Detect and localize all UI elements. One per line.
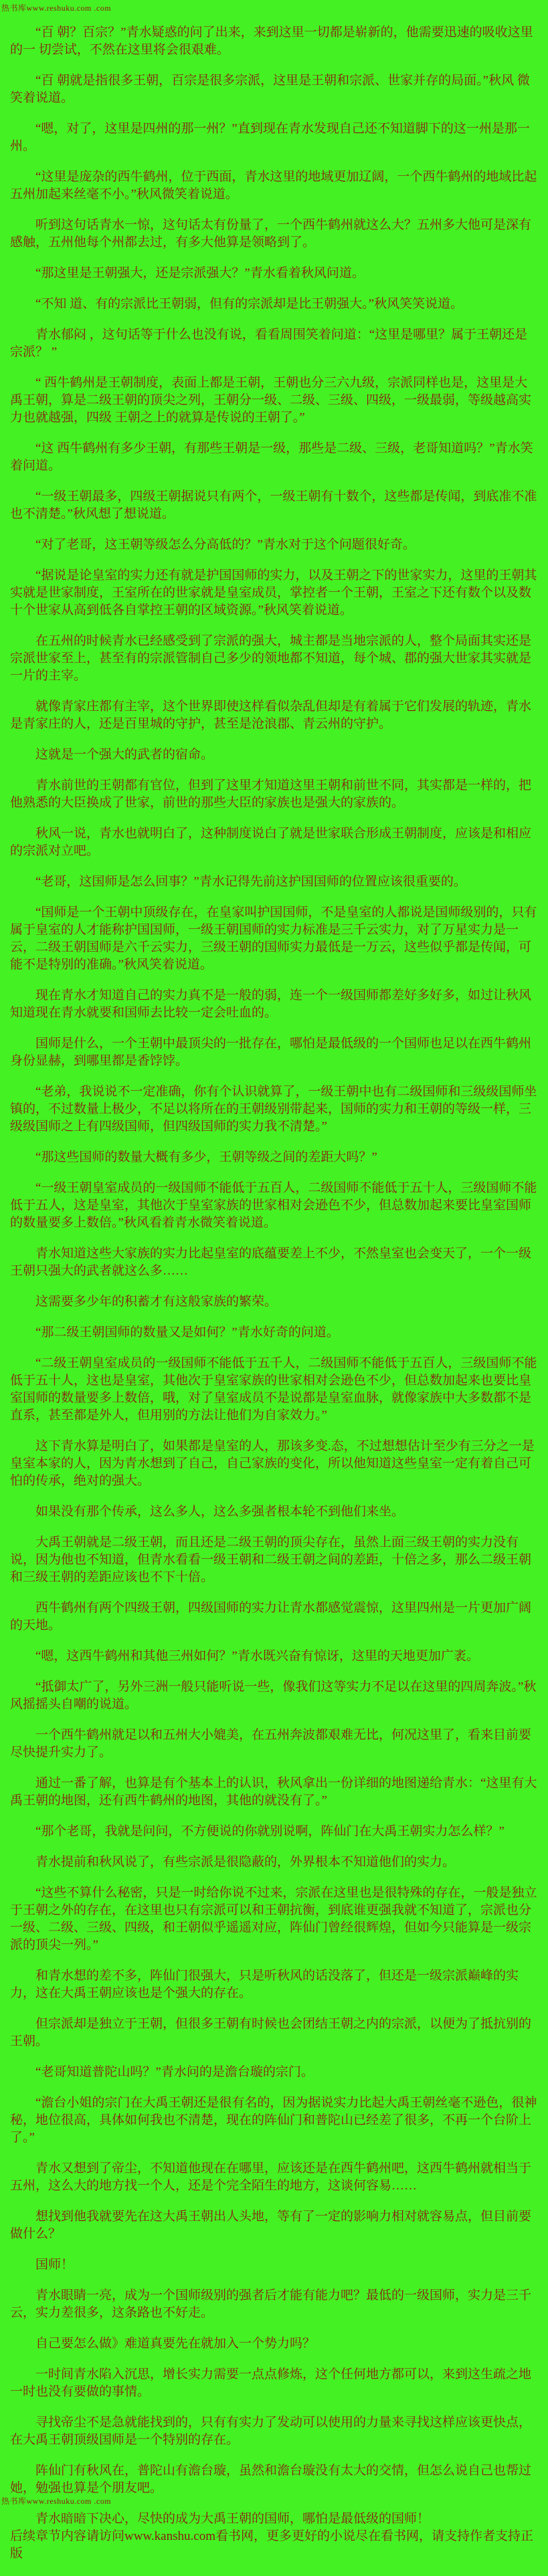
novel-paragraph: 寻找帝尘不是急就能找到的，只有有实力了发动可以使用的力量来寻找这样应该更快点，在大禹王朝顶级国师是一个特别的存在。	[10, 2416, 532, 2447]
novel-paragraph: “这里是庞杂的西牛鹤州，位于西面，青水这里的地域更加辽阔，一个西牛鹤州的地域比起五州加起来丝毫不小。”秋风微笑着说道。	[10, 170, 537, 201]
novel-paragraph: “那这些国师的数量大概有多少，王朝等级之间的差距大吗？”	[35, 1150, 377, 1164]
novel-paragraph: “百 朝？百宗？”青水疑惑的问了出来，来到这里一切都是崭新的，他需要迅速的吸收这里的一 切尝试，不然在这里将会很艰难。	[10, 25, 533, 57]
novel-paragraph: 西牛鹤州有两个四级王朝，四级国师的实力让青水都感觉震惊，这里四州是一片更加广阔的天地。	[10, 1601, 532, 1632]
novel-paragraph: “老哥知道普陀山吗？”青水问的是澹台璇的宗门。	[35, 2065, 314, 2079]
novel-paragraph: “嗯，对了，这里是四州的那一州？”直到现在青水发现自己还不知道脚下的这一州是那一州。	[10, 122, 530, 153]
novel-paragraph: “二级王朝皇室成员的一级国师不能低于五千人，二级国师不能低于五百人，三级国师不能低于五十人，这也是皇室，其他次于皇室家族的世家相对会逊色不少，但总数加起来也要比皇室国师的数量要多上数倍，哦，对了皇室成员不是说都是皇室血脉，就像家族中大多数都不是直系，甚至都是外人，但用别的方法让他们为自家效力。”	[10, 1356, 537, 1422]
novel-paragraph: 大禹王朝就是二级王朝，而且还是二级王朝的顶尖存在，虽然上面三级王朝的实力没有说，因为他也不知道，但青水看看一级王朝和二级王朝之间的差距，十倍之多，那么二级王朝和三级王朝的差距应该也不下十倍。	[10, 1535, 532, 1584]
novel-paragraph: “一级王朝皇室成员的一级国师不能低于五百人，二级国师不能低于五十人，三级国师不能低于五人，这是皇室，其他次于皇室家族的世家相对会逊色不少，但总数加起来要比皇室国师的数量要多上数倍。”秋风看着青水微笑着说道。	[10, 1181, 537, 1230]
novel-paragraph: 就像青家庄都有主宰，这个世界即使这样看似杂乱但却是有着属于它们发展的轨迹，青水是青家庄的人，还是百里城的守护，甚至是沧浪郡、青云州的守护。	[10, 700, 532, 731]
novel-paragraph: 青水知道这些大家族的实力比起皇室的底蕴要差上不少，不然皇室也会变天了，一个一级王朝只强大的武者就这么多……	[10, 1247, 532, 1278]
novel-paragraph: 听到这句话青水一惊，这句话太有份量了，一个西牛鹤州就这么大？五州多大他可是深有感触，五州他每个州都去过，有多大他算是领略到了。	[10, 218, 532, 249]
novel-paragraph: “据说是论皇室的实力还有就是护国国师的实力，以及王朝之下的世家实力，这里的王朝其实就是世家制度，王室所在的世家就是皇室成员，掌控者一个王朝，王室之下还有数个以及数十个世家从高到低各自掌控王朝的区域资源。”秋风笑着说道。	[10, 568, 537, 617]
novel-paragraph: “一级王朝最多，四级王朝据说只有两个，一级王朝有十数个，这些都是传闻，到底准不准也不清楚。”秋风想了想说道。	[10, 490, 537, 521]
chapter-text	[0, 11, 548, 2576]
novel-paragraph: 秋风一说，青水也就明白了，这种制度说白了就是世家联合形成王朝制度，应该是和相应的宗派对立吧。	[10, 827, 532, 858]
novel-paragraph: 青水郁闷 ，这句话等于什么也没有说，看看周围笑着问道：“这里是哪里？属于王朝还是宗派？ ”	[10, 328, 528, 359]
novel-paragraph: “国师是一个王朝中顶级存在，在皇家叫护国国师，不是皇室的人都说是国师级别的，只有属于皇室的人才能称护国国师，一级王朝国师的实力标准是三千云实力，对了万星实力是一云，二级王朝国师是六千云实力，三级王朝的国师实力最低是一万云，这些似乎都是传闻，可能不是特别的准确。”秋风笑着说道。	[10, 905, 537, 972]
novel-paragraph: “不知 道、有的宗派比王朝弱，但有的宗派却是比王朝强大。”秋风笑笑说道。	[35, 297, 464, 311]
novel-paragraph: “老弟，我说说不一定准确，你有个认识就算了，一级王朝中也有二级国师和三级级国师坐镇的，不过数量上极少，不足以将所在的王朝级别带起来，国师的实力和王朝的等级一样，三级级国师之上有四级国师，但四级国师的实力我不清楚。”	[10, 1085, 537, 1134]
novel-paragraph: 国师！	[35, 2258, 74, 2272]
novel-paragraph: “ 西牛鹤州是王朝制度，表面上都是王朝，王朝也分三六九级，宗派同样也是，这里是大禹王朝，算是二级王朝的顶尖之列，王朝分一级、二级、三级、四级，一级最弱，等级越高实力也就越强，四级 王朝之上的就算是传说的王朝了。”	[10, 376, 532, 425]
novel-paragraph: 但宗派却是独立于王朝，但很多王朝有时候也会团结王朝之内的宗派，以便为了抵抗别的王朝。	[10, 2017, 532, 2048]
novel-paragraph: 这就是一个强大的武者的宿命。	[35, 748, 214, 762]
novel-paragraph: 青水眼睛一亮，成为一个国师级别的强者后才能有能力吧？最低的一级国师，实力是三千云，实力差很多，这条路也不好走。	[10, 2288, 532, 2320]
novel-paragraph: “对了老哥，这王朝等级怎么分高低的？”青水对于这个问题很好奇。	[35, 538, 416, 552]
novel-paragraph: 想找到他我就要先在这大禹王朝出人头地，等有了一定的影响力相对就容易点，但目前要做什么？	[10, 2210, 532, 2241]
novel-paragraph: “嗯，这西牛鹤州和其他三州如何？”青水既兴奋有惊讶，这里的天地更加广袤。	[35, 1649, 479, 1663]
novel-paragraph: 在五州的时候青水已经感受到了宗派的强大，城主都是当地宗派的人，整个局面其实还是宗派世家至上，甚至有的宗派管制自己多少的领地都不知道，每个城、郡的强大世家其实就是一片的主宰。	[10, 634, 532, 683]
novel-paragraph: 青水前世的王朝都有官位，但到了这里才知道这里王朝和前世不同，其实都是一样的，把他熟悉的大臣换成了世家，前世的那些大臣的家族也是强大的家族的。	[10, 778, 532, 810]
novel-paragraph: 青水暗暗下决心，尽快的成为大禹王朝的国师，哪怕是最低级的国师！	[35, 2512, 430, 2526]
novel-paragraph: 一时间青水陷入沉思，增长实力需要一点点修炼，这个任何地方都可以，来到这生疏之地一时也没有要做的事情。	[10, 2367, 532, 2399]
novel-paragraph: 现在青水才知道自己的实力真不是一般的弱，连一个一级国师都差好多好多，如过让秋风知道现在青水就要和国师去比较一定会吐血的。	[10, 988, 532, 1020]
novel-paragraph: 通过一番了解，也算是有个基本上的认识，秋风拿出一份详细的地图递给青水：“这里有大禹王朝的地图，还有西牛鹤州的地图，其他的就没有了。”	[10, 1776, 537, 1808]
novel-paragraph: 青水提前和秋风说了，有些宗派是很隐蔽的，外界根本不知道他们的实力。	[35, 1855, 456, 1869]
site-watermark-top: 热书库www.reshuku.com .com	[1, 3, 112, 13]
novel-paragraph: 阵仙门有秋风在，普陀山有澹台璇，虽然和澹台璇没有太大的交情，但怎么说自己也帮过她，勉强也算是个朋友吧。	[10, 2464, 532, 2495]
novel-paragraph: 这下青水算是明白了，如果都是皇室的人，那该多变.态，不过想想估计至少有三分之一是皇室本家的人，因为青水想到了自己，自己家族的变化，所以他知道这些皇室一定有着自己可怕的传承，绝对的强大。	[10, 1439, 535, 1488]
promo-line: 后续章节内容请访问www.kanshu.com看书网，更多更好的小说尽在看书网，请支持作者支持正版	[10, 2529, 533, 2561]
novel-paragraph: 自己要怎么做》难道真要先在就加入一个势力吗？	[35, 2337, 316, 2351]
novel-paragraph: “百 朝就是指很多王朝，百宗是很多宗派，这里是王朝和宗派、世家并存的局面。”秋风 微笑着说道。	[10, 74, 530, 105]
novel-paragraph: 和青水想的差不多，阵仙门很强大，只是听秋风的话没落了，但还是一级宗派巅峰的实力，这在大禹王朝应该也是个强大的存在。	[10, 1969, 519, 2000]
novel-paragraph: “这 西牛鹤州有多少王朝，有那些王朝是一级，那些是二级、三级，老哥知道吗？”青水笑着问道。	[10, 441, 533, 473]
novel-paragraph: 如果没有那个传承，这么多人，这么多强者根本轮不到他们来坐。	[35, 1505, 405, 1519]
novel-paragraph: 国师是什么，一个王朝中最顶尖的一批存在，哪怕是最低级的一个国师也足以在西牛鹤州身份显赫，到哪里都是香饽饽。	[10, 1037, 532, 1068]
novel-paragraph: 青水又想到了帝尘，不知道他现在在哪里，应该还是在西牛鹤州吧，这西牛鹤州就相当于五州，这么大的地方找一个人，还是个完全陌生的地方，这谈何容易……	[10, 2161, 532, 2193]
novel-paragraph: 一个西牛鹤州就足以和五州大小媲美，在五州奔波都艰难无比，何况这里了，看来目前要尽快提升实力了。	[10, 1728, 532, 1759]
novel-paragraph: “这些不算什么秘密，只是一时给你说不过来，宗派在这里也是很特殊的存在，一般是独立于王朝之外的存在，在这里也只有宗派可以和王朝抗衡，到底谁更强我就不知道了，宗派也分一级、二级、三级、四级，和王朝似乎遥遥对应，阵仙门曾经很辉煌，但如今只能算是一级宗派的顶尖一列。”	[10, 1886, 537, 1952]
novel-paragraph: “老哥，这国师是怎么回事？”青水记得先前这护国国师的位置应该很重要的。	[35, 875, 466, 889]
novel-paragraph: 这需要多少年的积蓄才有这般家族的繁荣。	[35, 1295, 278, 1309]
site-watermark-bottom: 热书库www.reshuku.com .com	[1, 2496, 112, 2506]
novel-paragraph: “那这里是王朝强大，还是宗派强大？”青水看着秋风问道。	[35, 266, 365, 280]
novel-paragraph: “抵御太广了，另外三洲一般只能听说一些，像我们这等实力不足以在这里的四周奔波。”秋风摇摇头自嘲的说道。	[10, 1680, 537, 1711]
novel-paragraph: “那个老哥，我就是问问，不方便说的你就别说啊，阵仙门在大禹王朝实力怎么样？”	[35, 1824, 505, 1838]
novel-paragraph: “那二级王朝国师的数量又是如何？”青水好奇的问道。	[35, 1325, 339, 1339]
novel-paragraph: “澹台小姐的宗门在大禹王朝还是很有名的，因为据说实力比起大禹王朝丝毫不逊色，很神秘，地位很高，具体如何我也不清楚，现在的阵仙门和普陀山已经差了很多，不再一个台阶上了。”	[10, 2096, 537, 2145]
